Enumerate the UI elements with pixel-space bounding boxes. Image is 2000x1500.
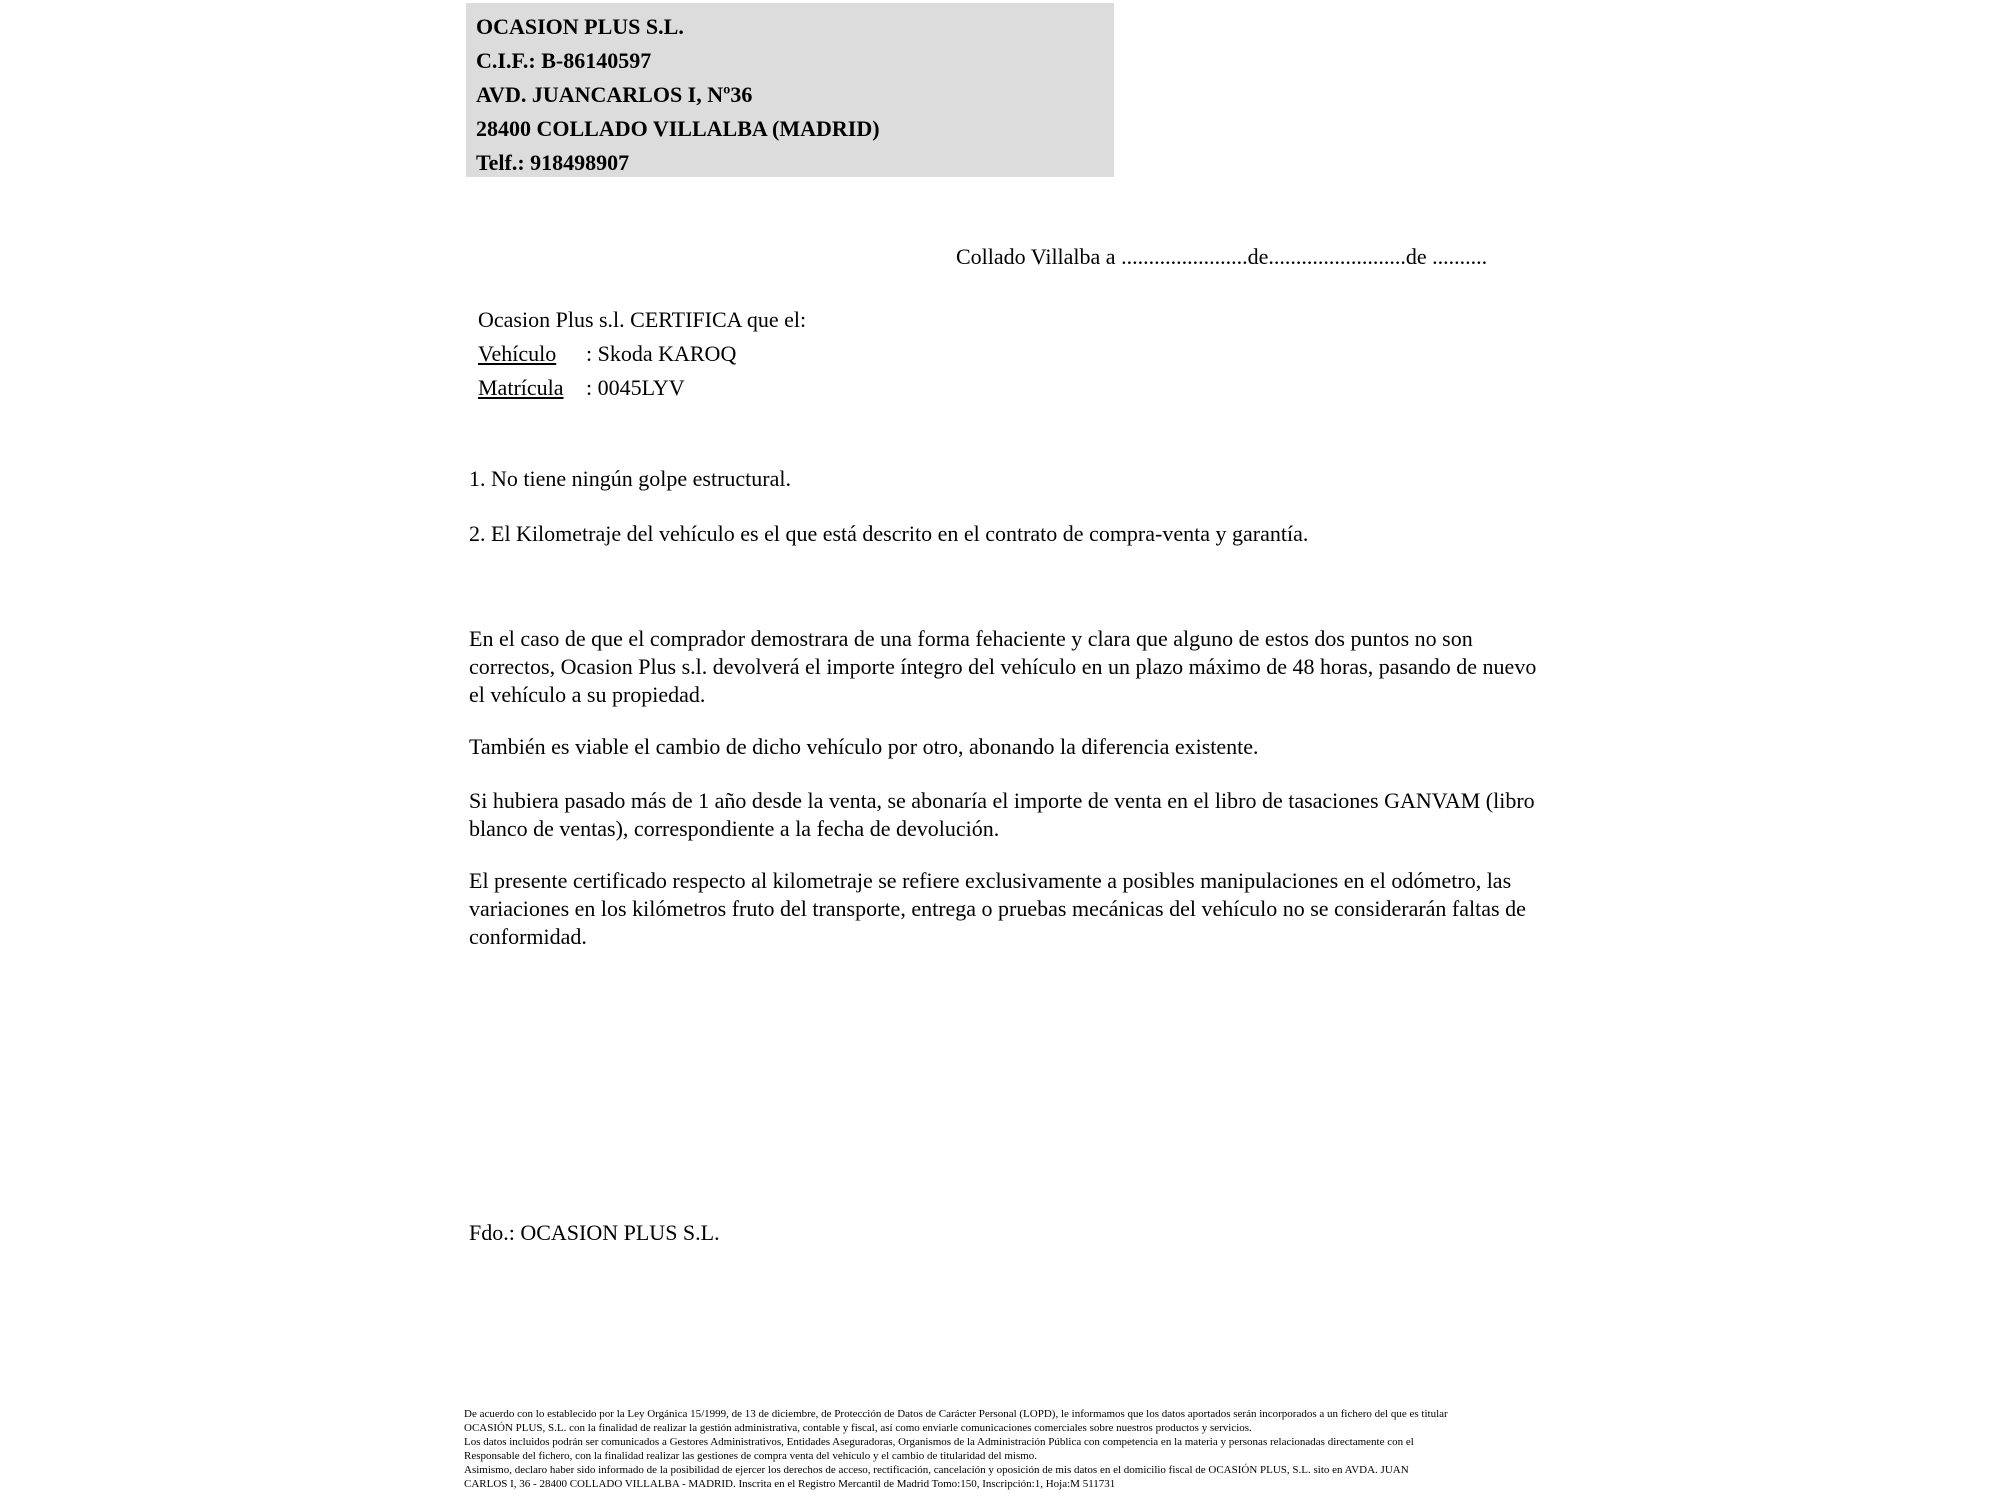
company-letterhead: [466, 3, 1114, 177]
vehicle-label: Vehículo: [478, 341, 557, 366]
certified-point-2: 2. El Kilometraje del vehículo es el que está descrito en el contrato de compra-venta y garantía.: [469, 521, 1309, 546]
plate-value: : 0045LYV: [586, 375, 685, 400]
paragraph-refund-terms: En el caso de que el comprador demostrara de una forma fehaciente y clara que alguno de estos dos puntos no son correctos, Ocasion Plus s.l. devolverá el importe íntegro del vehículo en un plazo máximo de 48 horas, pasando de nuevo el vehículo a su propiedad.: [469, 626, 1537, 707]
legal-footer-line: Responsable del fichero, con la finalidad realizar las gestiones de compra venta del vehículo y el cambio de titularidad del mismo.: [464, 1450, 1038, 1462]
company-city: 28400 COLLADO VILLALBA (MADRID): [476, 116, 880, 141]
legal-footer-line: De acuerdo con lo establecido por la Ley Orgánica 15/1999, de 13 de diciembre, de Protección de Datos de Carácter Personal (LOPD), le informamos que los datos aportados serán incorporados a un fichero del que es titular: [464, 1408, 1448, 1420]
legal-footer-line: Los datos incluidos podrán ser comunicados a Gestores Administrativos, Entidades Aseguradoras, Organismos de la Administración Pública con competencia en la materia y personas relacionadas directamente con el: [464, 1436, 1414, 1448]
legal-footer-line: CARLOS I, 36 - 28400 COLLADO VILLALBA - MADRID. Inscrita en el Registro Mercantil de Madrid Tomo:150, Inscripción:1, Hoja:M 511731: [464, 1478, 1116, 1490]
company-phone: Telf.: 918498907: [476, 150, 630, 175]
certification-intro: Ocasion Plus s.l. CERTIFICA que el:: [478, 307, 807, 332]
legal-footer: [464, 1407, 1556, 1491]
company-name: OCASION PLUS S.L.: [476, 14, 684, 39]
legal-footer-line: OCASIÓN PLUS, S.L. con la finalidad de realizar la gestión administrativa, contable y fiscal, así como enviarle comunicaciones comerciales sobre nuestros productos y servicios.: [464, 1422, 1252, 1434]
vehicle-value: : Skoda KAROQ: [586, 341, 737, 366]
vehicle-field: [478, 337, 806, 371]
company-cif: C.I.F.: B-86140597: [476, 48, 652, 73]
plate-label: Matrícula: [478, 375, 564, 400]
paragraph-odometer-disclaimer: El presente certificado respecto al kilometraje se refiere exclusivamente a posibles manipulaciones en el odómetro, las variaciones en los kilómetros fruto del transporte, entrega o pruebas mecánicas del vehículo no se considerarán faltas de conformidad.: [469, 868, 1526, 949]
paragraph-exchange-option: También es viable el cambio de dicho vehículo por otro, abonando la diferencia existente.: [469, 734, 1259, 759]
paragraph-ganvam-valuation: Si hubiera pasado más de 1 año desde la venta, se abonaría el importe de venta en el libro de tasaciones GANVAM (libro blanco de ventas), correspondiente a la fecha de devolución.: [469, 788, 1535, 841]
plate-field: [478, 371, 806, 405]
certified-point-1: 1. No tiene ningún golpe estructural.: [469, 466, 791, 491]
signature-line: Fdo.: OCASION PLUS S.L.: [469, 1220, 720, 1245]
certification-block: [478, 303, 806, 405]
legal-footer-line: Asimismo, declaro haber sido informado de la posibilidad de ejercer los derechos de acceso, rectificación, cancelación y oposición de mis datos en el domicilio fiscal de OCASIÓN PLUS, S.L. sito en AVDA. JUAN: [464, 1464, 1409, 1476]
company-address: AVD. JUANCARLOS I, Nº36: [476, 82, 753, 107]
date-line: Collado Villalba a .......................de.........................de ..........: [956, 244, 1488, 269]
